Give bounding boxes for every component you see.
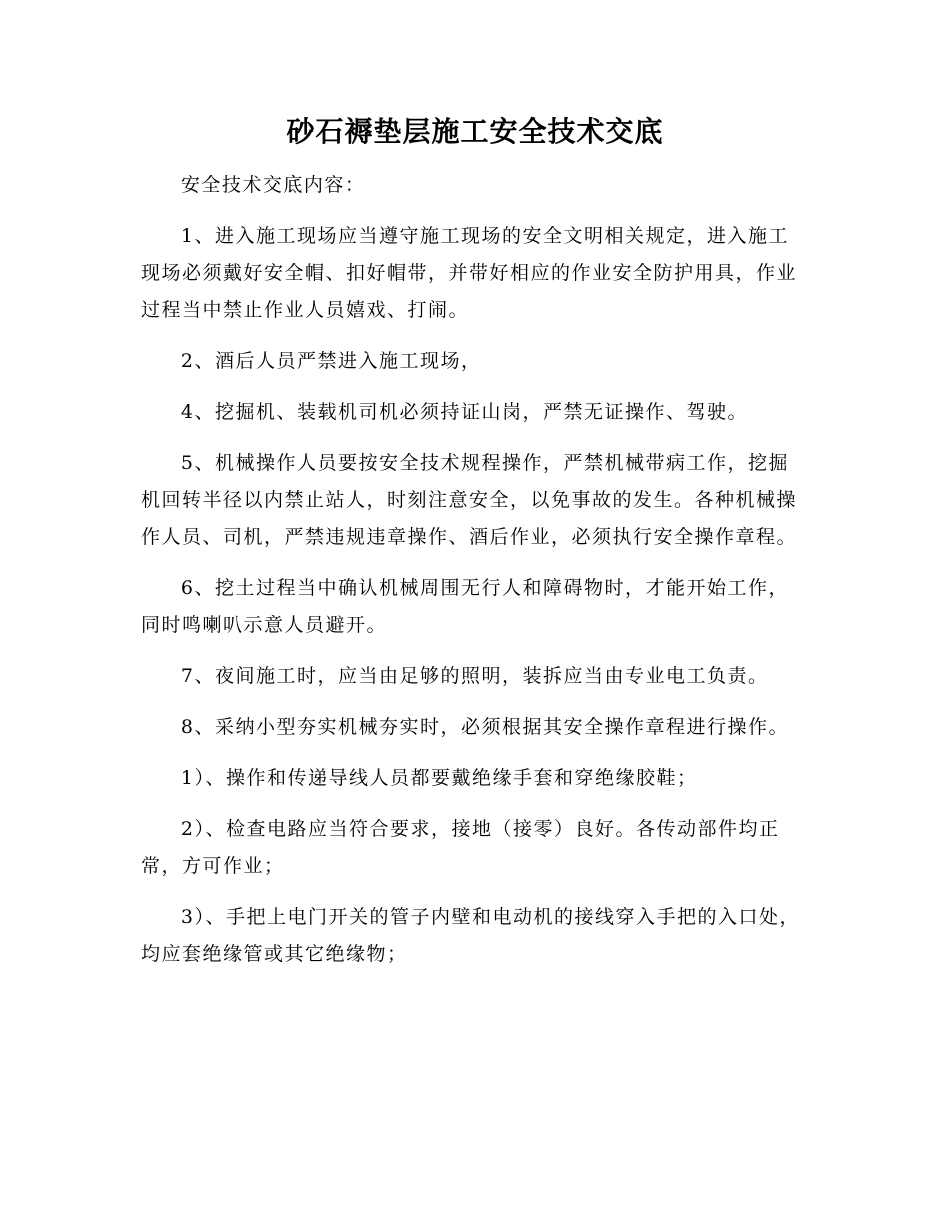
intro-paragraph: 安全技术交底内容： [180, 174, 366, 196]
paragraph: 6、挖土过程当中确认机械周围无行人和障碍物时，才能开始工作，同时鸣喇叭示意人员避开。 [141, 577, 789, 636]
paragraph: 3）、手把上电门开关的管子内壁和电动机的接线穿入手把的入口处，均应套绝缘管或其它绝缘物； [141, 906, 800, 965]
paragraph: 4、挖掘机、装载机司机必须持证山岗，严禁无证操作、驾驶。 [180, 401, 748, 423]
paragraph: 5、机械操作人员要按安全技术规程操作，严禁机械带病工作，挖掘机回转半径以内禁止站人，时刻注意安全，以免事故的发生。各种机械操作人员、司机，严禁违规违章操作、酒后作业，必须执行安全操作章程。 [141, 452, 798, 548]
document-title: 砂石褥垫层施工安全技术交底 [286, 115, 664, 148]
document-body [141, 167, 807, 987]
paragraph: 2）、检查电路应当符合要求，接地（接零）良好。各传动部件均正常，方可作业； [141, 818, 780, 877]
paragraph: 8、采纳小型夯实机械夯实时，必须根据其安全操作章程进行操作。 [180, 716, 789, 738]
paragraph: 1）、操作和传递导线人员都要戴绝缘手套和穿绝缘胶鞋； [180, 767, 698, 789]
paragraph: 1、进入施工现场应当遵守施工现场的安全文明相关规定，进入施工现场必须戴好安全帽、扣好帽带，并带好相应的作业安全防护用具，作业过程当中禁止作业人员嬉戏、打闹。 [141, 225, 798, 321]
paragraph: 7、夜间施工时，应当由足够的照明，装拆应当由专业电工负责。 [180, 665, 769, 687]
paragraph: 2、酒后人员严禁进入施工现场， [180, 350, 482, 372]
